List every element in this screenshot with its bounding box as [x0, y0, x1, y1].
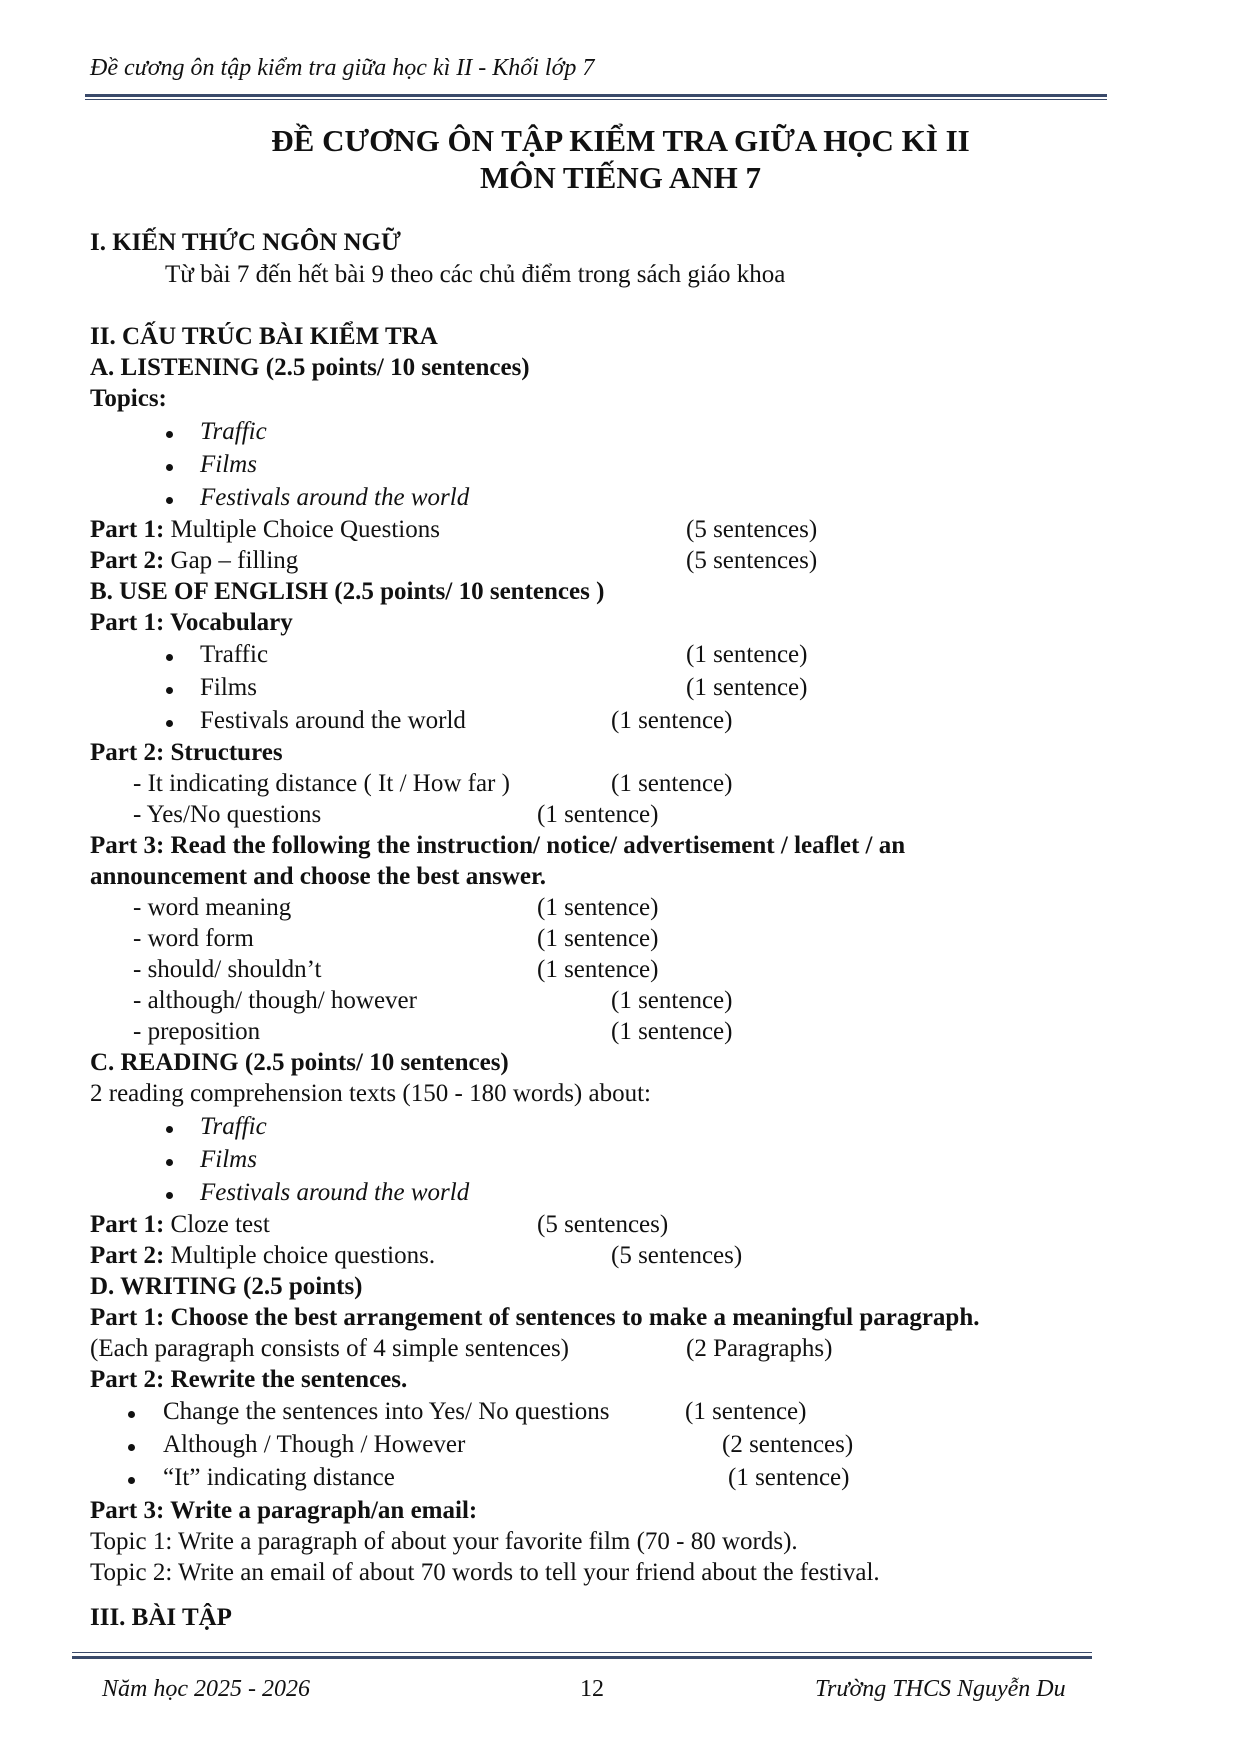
vocab-item-count: (1 sentence)	[611, 707, 733, 734]
bullet-icon	[166, 687, 173, 694]
writing-part-1-count: (2 Paragraphs)	[686, 1335, 833, 1362]
reading-topic: Festivals around the world	[200, 1179, 470, 1206]
listening-topic: Films	[200, 451, 257, 478]
footer-rule	[72, 1656, 1092, 1659]
rewrite-item-count: (1 sentence)	[685, 1398, 807, 1425]
bullet-icon	[166, 1159, 173, 1166]
reading-heading: C. READING (2.5 points/ 10 sentences)	[90, 1049, 509, 1076]
reading-intro: 2 reading comprehension texts (150 - 180 words) about:	[90, 1080, 651, 1107]
reading-topic: Films	[200, 1146, 257, 1173]
vocab-item-count: (1 sentence)	[686, 641, 808, 668]
section-2-heading: II. CẤU TRÚC BÀI KIỂM TRA	[90, 323, 438, 350]
notice-item-count: (1 sentence)	[537, 956, 659, 983]
writing-topic-2: Topic 2: Write an email of about 70 words to tell your friend about the festival.	[90, 1559, 880, 1586]
section-1-heading: I. KIẾN THỨC NGÔN NGỮ	[90, 229, 401, 256]
footer-school-name: Trường THCS Nguyễn Du	[815, 1676, 1066, 1702]
writing-part-1-note: (Each paragraph consists of 4 simple sentences)	[90, 1335, 570, 1362]
bullet-icon	[166, 654, 173, 661]
notice-item-count: (1 sentence)	[611, 1018, 733, 1045]
bullet-icon	[128, 1444, 135, 1451]
use-of-english-heading: B. USE OF ENGLISH (2.5 points/ 10 sentences )	[90, 578, 605, 605]
listening-topics-label: Topics:	[90, 385, 167, 412]
bullet-icon	[166, 1192, 173, 1199]
page-title-line1: ĐỀ CƯƠNG ÔN TẬP KIỂM TRA GIỮA HỌC KÌ II	[271, 123, 970, 158]
notice-item: - although/ though/ however	[133, 987, 417, 1014]
listening-part-2: Part 2: Gap – filling	[90, 547, 299, 574]
rewrite-item-count: (1 sentence)	[728, 1464, 850, 1491]
bullet-icon	[128, 1411, 135, 1418]
listening-topic: Traffic	[200, 418, 267, 445]
footer-school-year: Năm học 2025 - 2026	[102, 1676, 310, 1702]
bullet-icon	[166, 1126, 173, 1133]
notice-item: - should/ shouldn’t	[133, 956, 322, 983]
footer-rule-thin	[72, 1652, 1092, 1653]
notice-item-count: (1 sentence)	[611, 987, 733, 1014]
reading-part-2-count: (5 sentences)	[611, 1242, 743, 1269]
section-3-heading: III. BÀI TẬP	[90, 1604, 232, 1631]
bullet-icon	[166, 464, 173, 471]
page-title-line2: MÔN TIẾNG ANH 7	[479, 160, 762, 195]
structure-item: - Yes/No questions	[133, 801, 322, 828]
page-number: 12	[580, 1676, 604, 1702]
bullet-icon	[166, 431, 173, 438]
vocab-item: Traffic	[200, 641, 269, 668]
vocab-item: Films	[200, 674, 257, 701]
notice-item: - word meaning	[133, 894, 292, 921]
vocab-item: Festivals around the world	[200, 707, 466, 734]
structure-item-count: (1 sentence)	[537, 801, 659, 828]
vocabulary-heading: Part 1: Vocabulary	[90, 609, 293, 636]
reading-part-1-count: (5 sentences)	[537, 1211, 669, 1238]
structure-item-count: (1 sentence)	[611, 770, 733, 797]
listening-part-1: Part 1: Multiple Choice Questions	[90, 516, 440, 543]
listening-heading: A. LISTENING (2.5 points/ 10 sentences)	[90, 354, 530, 381]
writing-part-2: Part 2: Rewrite the sentences.	[90, 1366, 408, 1393]
notice-item: - word form	[133, 925, 254, 952]
listening-topic: Festivals around the world	[200, 484, 470, 511]
writing-part-1: Part 1: Choose the best arrangement of sentences to make a meaningful paragraph.	[90, 1304, 980, 1331]
bullet-icon	[128, 1477, 135, 1484]
notice-item-count: (1 sentence)	[537, 925, 659, 952]
listening-part-2-count: (5 sentences)	[686, 547, 818, 574]
notice-item: - preposition	[133, 1018, 261, 1045]
reading-notice-heading-line2: announcement and choose the best answer.	[90, 863, 547, 890]
bullet-icon	[166, 497, 173, 504]
rewrite-item: Change the sentences into Yes/ No questions	[163, 1398, 610, 1425]
reading-part-1: Part 1: Cloze test	[90, 1211, 270, 1238]
notice-item-count: (1 sentence)	[537, 894, 659, 921]
header-rule-thin	[85, 99, 1107, 100]
writing-heading: D. WRITING (2.5 points)	[90, 1273, 363, 1300]
writing-part-3: Part 3: Write a paragraph/an email:	[90, 1497, 478, 1524]
reading-notice-heading-line1: Part 3: Read the following the instruction/ notice/ advertisement / leaflet / an	[90, 832, 906, 859]
running-header: Đề cương ôn tập kiểm tra giữa học kì II - Khối lớp 7	[90, 55, 595, 81]
bullet-icon	[166, 720, 173, 727]
header-rule	[85, 94, 1107, 97]
section-1-text: Từ bài 7 đến hết bài 9 theo các chủ điểm trong sách giáo khoa	[165, 261, 786, 288]
rewrite-item: “It” indicating distance	[163, 1464, 395, 1491]
rewrite-item-count: (2 sentences)	[722, 1431, 854, 1458]
reading-part-2: Part 2: Multiple choice questions.	[90, 1242, 436, 1269]
vocab-item-count: (1 sentence)	[686, 674, 808, 701]
reading-topic: Traffic	[200, 1113, 267, 1140]
listening-part-1-count: (5 sentences)	[686, 516, 818, 543]
structures-heading: Part 2: Structures	[90, 739, 283, 766]
rewrite-item: Although / Though / However	[163, 1431, 466, 1458]
structure-item: - It indicating distance ( It / How far )	[133, 770, 510, 797]
writing-topic-1: Topic 1: Write a paragraph of about your favorite film (70 - 80 words).	[90, 1528, 798, 1555]
